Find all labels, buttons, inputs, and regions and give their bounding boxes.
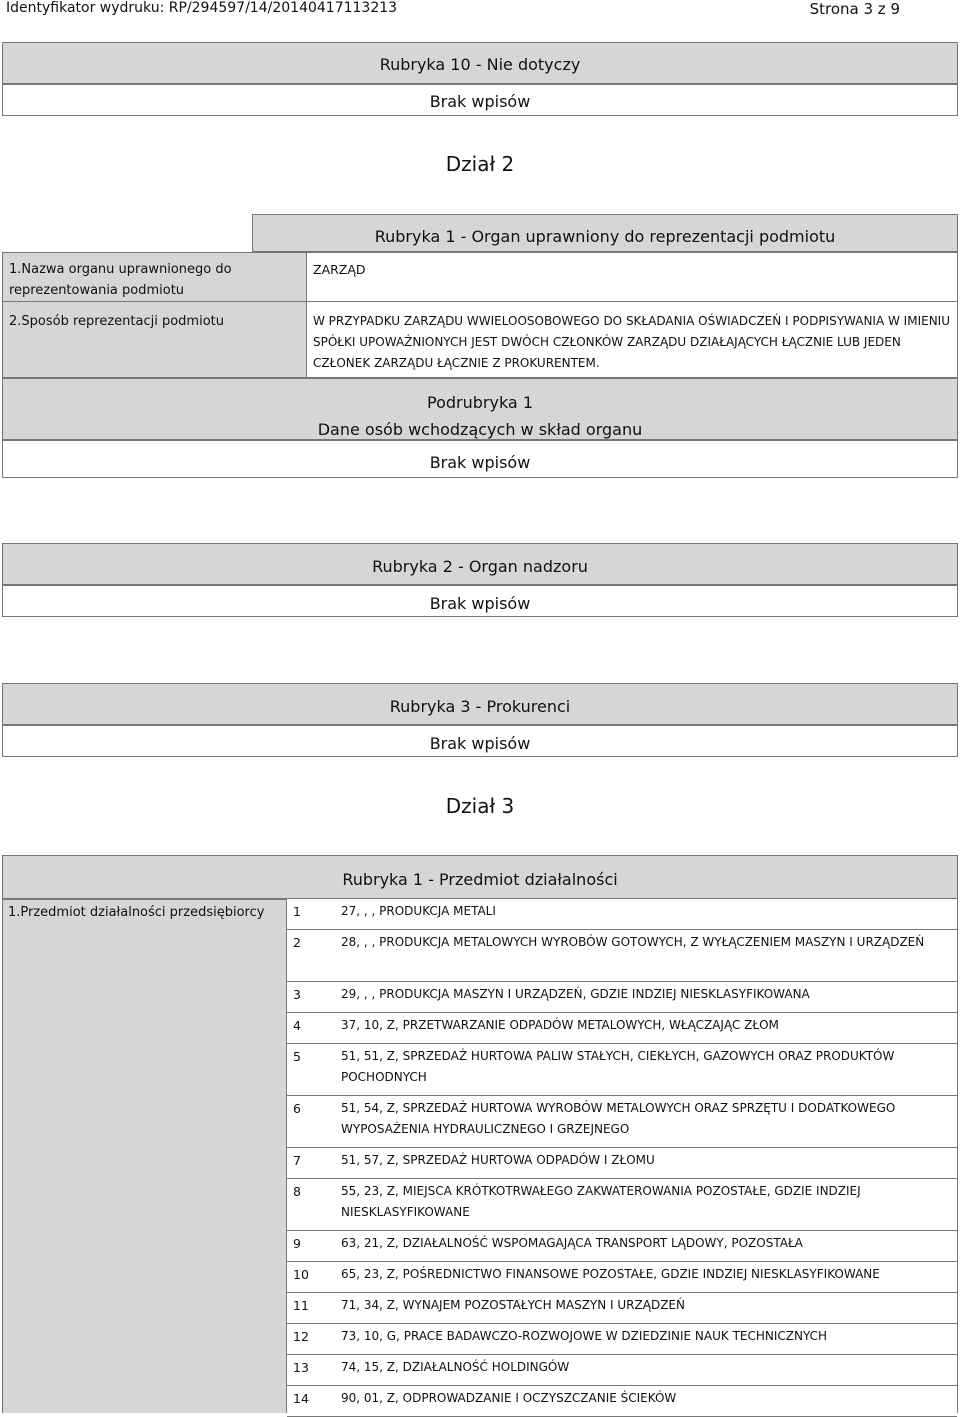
activity-list [286,899,958,1413]
activity-number: 2 [293,935,301,950]
activity-number: 14 [293,1391,309,1406]
page-number: Strona 3 z 9 [809,0,900,18]
activity-rows [287,899,957,1417]
activity-label: 1.Przedmiot działalności przedsiębiorcy [8,905,265,920]
rubryka3-header [2,683,958,725]
activity-row [287,1324,957,1355]
activity-row [287,1262,957,1293]
field1-label: 1.Nazwa organu uprawnionego do reprezentowania podmiotu [9,262,232,298]
rubryka10-header [2,42,958,84]
activity-number: 9 [293,1236,301,1251]
field2-label-cell [2,302,306,378]
print-identifier: Identyfikator wydruku: RP/294597/14/20140417113213 [6,0,398,16]
podrubryka1-body [2,440,958,478]
activity-number: 8 [293,1184,301,1199]
activity-row [287,1231,957,1262]
activity-row [287,899,957,930]
activity-row [287,1013,957,1044]
rubryka3-empty: Brak wpisów [429,734,531,753]
rubryka10-body [2,84,958,116]
dzial3-title: Dział 3 [445,794,515,818]
rubryka2-header [2,543,958,585]
activity-text: 51, 51, Z, SPRZEDAŻ HURTOWA PALIW STAŁYCH, CIEKŁYCH, GAZOWYCH ORAZ PRODUKTÓW POCHODNYCH [341,1049,895,1084]
activity-row [287,1386,957,1417]
activity-row [287,982,957,1013]
activity-number: 1 [293,904,301,919]
rubryka3-body [2,725,958,757]
podrubryka1-title-line2: Dane osób wchodzących w skład organu [317,420,643,439]
podrubryka1-title-line1: Podrubryka 1 [427,393,533,412]
activity-text: 73, 10, G, PRACE BADAWCZO-ROZWOJOWE W DZIEDZINIE NAUK TECHNICZNYCH [341,1329,828,1343]
activity-row [287,1355,957,1386]
activity-number: 6 [293,1101,301,1116]
activity-row [287,1096,957,1148]
dzial2-title: Dział 2 [445,152,515,176]
activity-number: 10 [293,1267,309,1282]
field1-value: ZARZĄD [313,262,366,277]
activity-row [287,1044,957,1096]
dzial2-rubryka1-header [252,214,958,252]
activity-text: 71, 34, Z, WYNAJEM POZOSTAŁYCH MASZYN I URZĄDZEŃ [341,1298,685,1312]
activity-text: 27, , , PRODUKCJA METALI [341,904,496,918]
activity-text: 65, 23, Z, POŚREDNICTWO FINANSOWE POZOSTAŁE, GDZIE INDZIEJ NIESKLASYFIKOWANE [341,1267,880,1281]
rubryka10-title: Rubryka 10 - Nie dotyczy [379,55,581,74]
activity-number: 12 [293,1329,309,1344]
activity-text: 29, , , PRODUKCJA MASZYN I URZĄDZEŃ, GDZIE INDZIEJ NIESKLASYFIKOWANA [341,987,810,1001]
rubryka3-title: Rubryka 3 - Prokurenci [389,697,571,716]
field2-value-cell [306,302,958,378]
dzial3-rubryka1-title: Rubryka 1 - Przedmiot działalności [342,870,618,889]
dzial2-rubryka1-title: Rubryka 1 - Organ uprawniony do reprezentacji podmiotu [374,227,836,246]
activity-row [287,1293,957,1324]
activity-number: 11 [293,1298,309,1313]
field1-label-cell [2,252,306,302]
activity-number: 5 [293,1049,301,1064]
activity-number: 13 [293,1360,309,1375]
field1-value-cell [306,252,958,302]
rubryka10-empty: Brak wpisów [429,92,531,111]
podrubryka1-empty: Brak wpisów [429,453,531,472]
activity-text: 51, 57, Z, SPRZEDAŻ HURTOWA ODPADÓW I ZŁOMU [341,1153,655,1167]
field2-value: W PRZYPADKU ZARZĄDU WWIELOOSOBOWEGO DO SKŁADANIA OŚWIADCZEŃ I PODPISYWANIA W IMIENIU SPÓŁKI UPOWAŻNIONYCH JEST DWÓCH CZŁONKÓW ZARZĄDU DZIAŁAJĄCYCH ŁĄCZNIE LUB JEDEN CZŁONEK ZARZĄDU ŁĄCZNIE Z PROKURENTEM. [313,314,950,370]
activity-number: 3 [293,987,301,1002]
activity-text: 28, , , PRODUKCJA METALOWYCH WYROBÓW GOTOWYCH, Z WYŁĄCZENIEM MASZYN I URZĄDZEŃ [341,935,925,949]
dzial3-rubryka1-header [2,855,958,899]
activity-text: 37, 10, Z, PRZETWARZANIE ODPADÓW METALOWYCH, WŁĄCZAJĄC ZŁOM [341,1018,779,1032]
activity-row [287,1179,957,1231]
activity-text: 55, 23, Z, MIEJSCA KRÓTKOTRWAŁEGO ZAKWATEROWANIA POZOSTAŁE, GDZIE INDZIEJ NIESKLASYFIKOWANE [341,1184,861,1219]
activity-number: 4 [293,1018,301,1033]
rubryka2-empty: Brak wpisów [429,594,531,613]
activity-text: 63, 21, Z, DZIAŁALNOŚĆ WSPOMAGAJĄCA TRANSPORT LĄDOWY, POZOSTAŁA [341,1236,803,1250]
activity-number: 7 [293,1153,301,1168]
rubryka2-title: Rubryka 2 - Organ nadzoru [372,557,588,576]
rubryka2-body [2,585,958,617]
field2-label: 2.Sposób reprezentacji podmiotu [9,314,224,329]
activity-row [287,930,957,982]
activity-text: 74, 15, Z, DZIAŁALNOŚĆ HOLDINGÓW [341,1360,570,1374]
activity-text: 90, 01, Z, ODPROWADZANIE I OCZYSZCZANIE ŚCIEKÓW [341,1391,677,1405]
activity-label-cell [2,899,286,1413]
activity-row [287,1148,957,1179]
activity-text: 51, 54, Z, SPRZEDAŻ HURTOWA WYROBÓW METALOWYCH ORAZ SPRZĘTU I DODATKOWEGO WYPOSAŻENIA HYDRAULICZNEGO I GRZEJNEGO [341,1101,896,1136]
podrubryka1-header [2,378,958,440]
